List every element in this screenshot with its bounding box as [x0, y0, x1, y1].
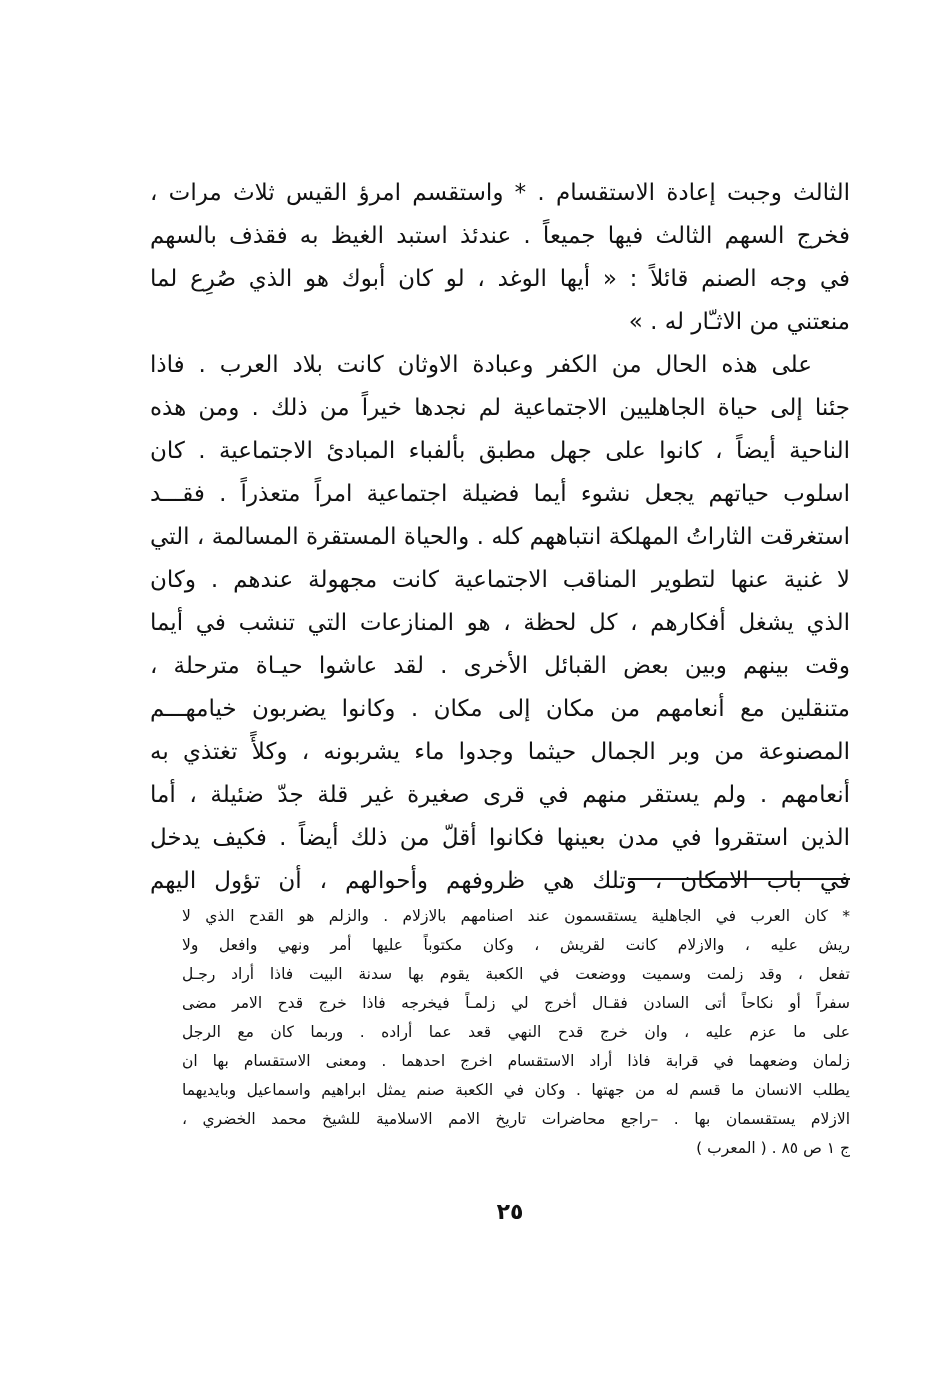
text-line: وقت بينهم وبين بعض القبائل الأخرى . لقد عاشوا حيـاة مترحلة ، [150, 653, 850, 679]
text-line: في باب الامكان ، وتلك هي ظروفهم وأحوالهم ، أن تؤول اليهم [150, 868, 850, 894]
text-line: جئنا إلى حياة الجاهليين الاجتماعية لم نجدها خيراً من ذلك . ومن هذه [150, 395, 850, 421]
page-number: ٢٥ [496, 1200, 524, 1225]
text-line: اسلوب حياتهم يجعل نشوء أيما فضيلة اجتماعية امراً متعذراً . فقـــد [150, 481, 850, 507]
text-line: لا غنية عنها لتطوير المناقب الاجتماعية كانت مجهولة عندهم . وكان [150, 567, 850, 593]
text-line: الذين استقروا في مدن بعينها فكانوا أقلّ من ذلك أيضاً . فكيف يدخل [150, 825, 850, 851]
text-line: فخرج السهم الثالث فيها جميعاً . عندئذ استبد الغيظ به فقذف بالسهم [150, 223, 850, 249]
text-line: متنقلين مع أنعامهم من مكان إلى مكان . وكانوا يضربون خيامهـــم [150, 696, 850, 722]
footnote-line: يطلب الانسان ما قسم له من جهتها . وكان في الكعبة صنم يمثل ابراهيم واسماعيل وبايديهما [182, 1081, 850, 1099]
footnote [182, 902, 850, 1163]
footnote-line: زلمان وضعهما في قرابة فاذا أراد الاستقسام اخرج احدهما . ومعنى الاستقسام بها ان [182, 1052, 850, 1070]
text-line: الثالث وجبت إعادة الاستقسام . * واستقسم امرؤ القيس ثلاث مرات ، [150, 180, 850, 206]
footnote-separator [628, 878, 850, 880]
text-line: الناحية أيضاً ، كانوا على جهل مطبق بألفباء المبادئ الاجتماعية . كان [150, 438, 850, 464]
text-line: في وجه الصنم قائلاً : « أيها الوغد ، لو كان أبوك هو الذي صُرِع لما [150, 266, 850, 292]
footnote-line: ج ١ ص ٨٥ . ( المعرب ) [696, 1139, 850, 1157]
text-line: على هذه الحال من الكفر وعبادة الاوثان كانت بلاد العرب . فاذا [150, 352, 812, 378]
text-line: الذي يشغل أفكارهم ، كل لحظة ، هو المنازعات التي تنشب في أيما [150, 610, 850, 636]
text-line: استغرقت الثاراتُ المهلكة انتباههم كله . والحياة المستقرة المسالمة ، التي [150, 524, 850, 550]
text-line: منعتني من الاثـّار له . » [628, 309, 850, 335]
main-text [150, 172, 850, 903]
text-line: أنعامهم . ولم يستقر منهم في قرى صغيرة غير قلة جدّ ضئيلة ، أما [150, 782, 850, 808]
text-line: المصنوعة من وبر الجمال حيثما وجدوا ماء يشربونه ، وكلأً تغتذي به [150, 739, 850, 765]
footnote-line: * كان العرب في الجاهلية يستقسمون عند اصنامهم بالازلام . والزلم هو القدح الذي لا [182, 907, 850, 925]
footnote-line: على ما عزم عليه ، وان خرج قدح النهي قعد عما أراده . وربما كان مع الرجل [182, 1023, 850, 1041]
footnote-line: تفعل ، وقد زلمت وسميت ووضعت في الكعبة يقوم بها سدنة البيت فاذا أراد رجـل [182, 965, 850, 983]
footnote-line: سفراً أو نكاحاً أتى السادن فقـال أخرج لي زلمـاً فيخرجه فاذا خرج قدح الامر مضى [182, 994, 850, 1012]
footnote-line: ريش عليه ، والازلام كانت لقريش ، وكان مكتوباً عليها أمر ونهي وافعل ولا [182, 936, 850, 954]
footnote-line: الازلام يستقسمان بها . –راجع محاضرات تاريخ الامم الاسلامية للشيخ محمد الخضري ، [182, 1110, 850, 1128]
